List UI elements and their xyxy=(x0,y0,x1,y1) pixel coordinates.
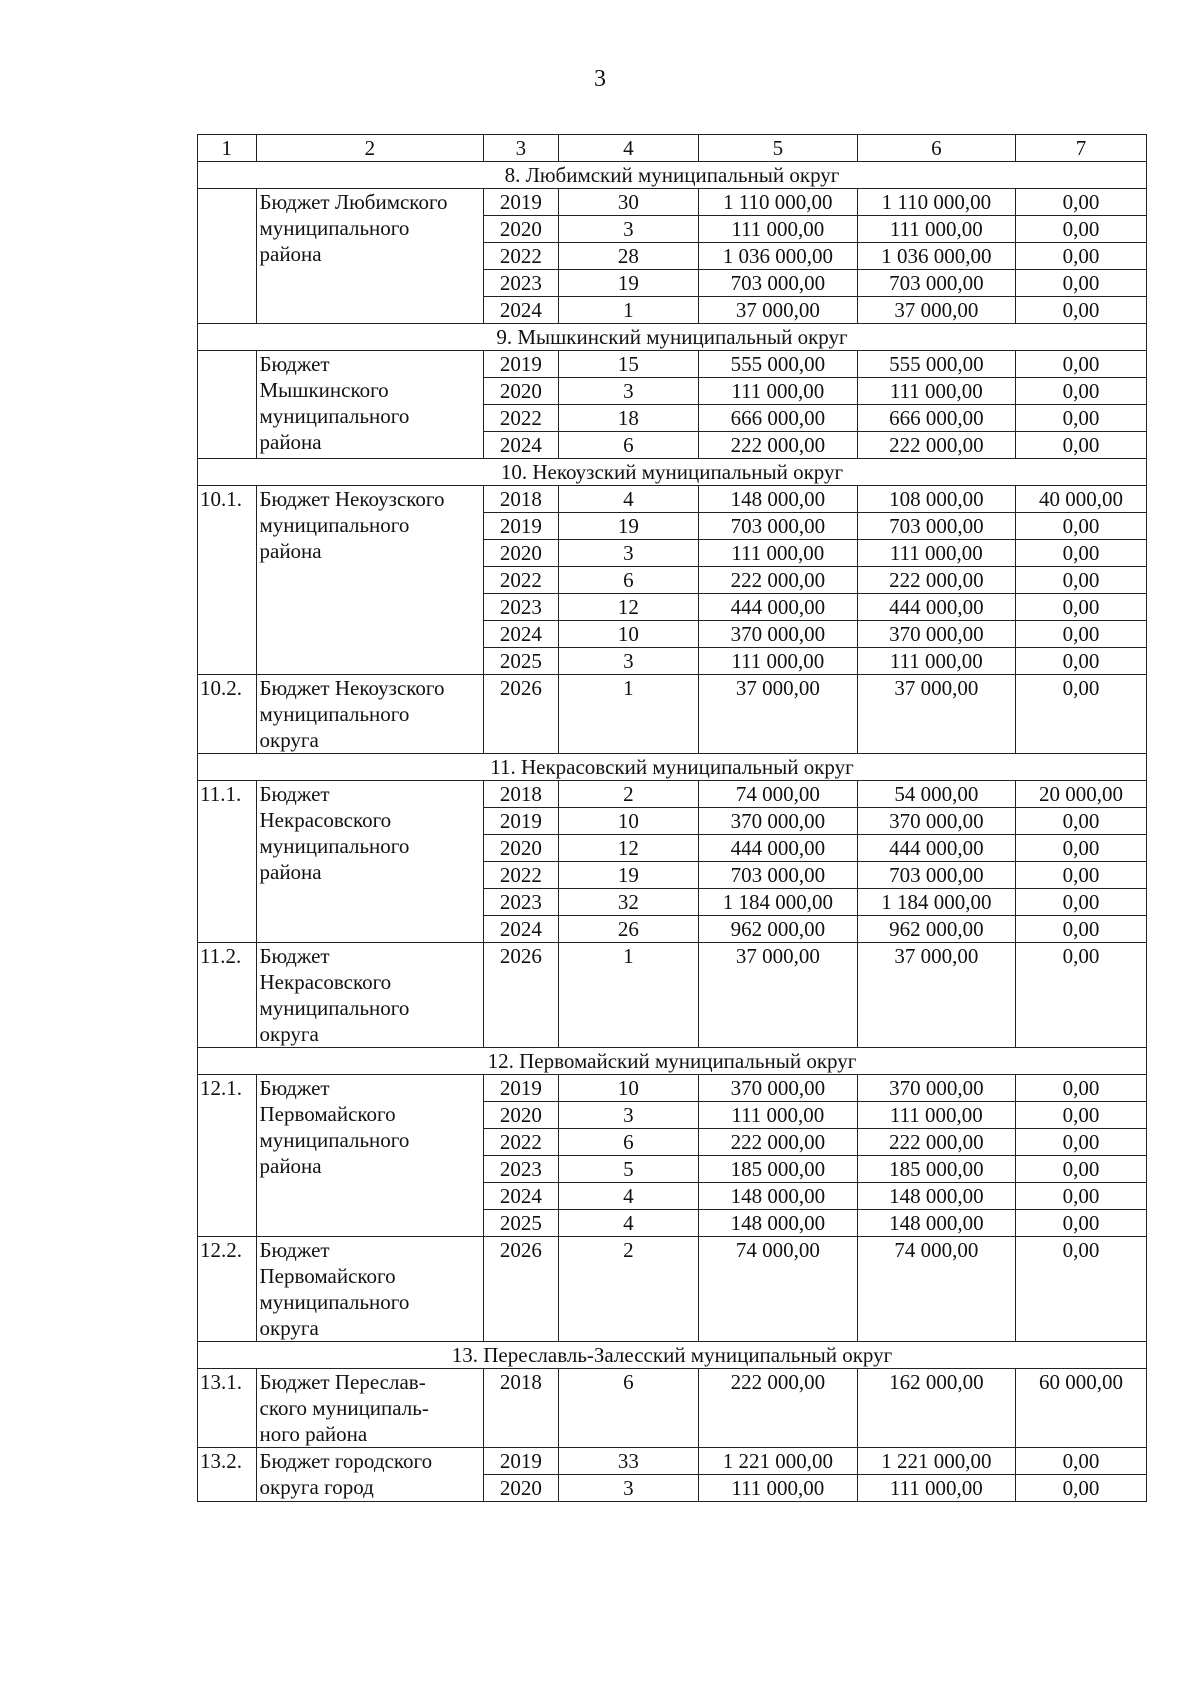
balance-cell: 0,00 xyxy=(1016,943,1147,1048)
budget-name xyxy=(256,1369,484,1448)
budget-name-line: муниципального xyxy=(259,834,410,858)
budget-name-line: района xyxy=(259,430,322,454)
budget-name xyxy=(256,486,484,675)
amount-cell: 222 000,00 xyxy=(699,1129,858,1156)
budget-name-line: Бюджет xyxy=(259,782,330,806)
item-index xyxy=(198,351,257,459)
amount-cell: 370 000,00 xyxy=(699,621,858,648)
balance-cell: 0,00 xyxy=(1016,675,1147,754)
section-title: 11. Некрасовский муниципальный округ xyxy=(198,754,1147,781)
paid-cell: 37 000,00 xyxy=(857,675,1016,754)
budget-name-line: округа xyxy=(259,1022,319,1046)
paid-cell: 222 000,00 xyxy=(857,1129,1016,1156)
year-cell: 2019 xyxy=(484,189,558,216)
amount-cell: 111 000,00 xyxy=(699,216,858,243)
balance-cell: 0,00 xyxy=(1016,1237,1147,1342)
budget-name-line: Бюджет городского xyxy=(259,1449,433,1473)
amount-cell: 703 000,00 xyxy=(699,270,858,297)
paid-cell: 185 000,00 xyxy=(857,1156,1016,1183)
year-cell: 2023 xyxy=(484,1156,558,1183)
balance-cell: 0,00 xyxy=(1016,621,1147,648)
paid-cell: 111 000,00 xyxy=(857,1102,1016,1129)
section-heading-row xyxy=(198,754,1147,781)
amount-cell: 74 000,00 xyxy=(699,781,858,808)
year-cell: 2018 xyxy=(484,1369,558,1448)
year-cell: 2020 xyxy=(484,540,558,567)
amount-cell: 222 000,00 xyxy=(699,1369,858,1448)
item-index: 12.1. xyxy=(198,1075,257,1237)
count-cell: 2 xyxy=(558,781,698,808)
year-cell: 2019 xyxy=(484,1448,558,1475)
count-cell: 4 xyxy=(558,1183,698,1210)
count-cell: 18 xyxy=(558,405,698,432)
amount-cell: 74 000,00 xyxy=(699,1237,858,1342)
budget-name-line: муниципального xyxy=(259,1290,410,1314)
balance-cell: 0,00 xyxy=(1016,648,1147,675)
table-row xyxy=(198,1448,1147,1475)
paid-cell: 111 000,00 xyxy=(857,378,1016,405)
year-cell: 2020 xyxy=(484,1475,558,1502)
year-cell: 2022 xyxy=(484,405,558,432)
column-number-row xyxy=(198,135,1147,162)
paid-cell: 370 000,00 xyxy=(857,808,1016,835)
paid-cell: 666 000,00 xyxy=(857,405,1016,432)
paid-cell: 703 000,00 xyxy=(857,270,1016,297)
budget-name xyxy=(256,1448,484,1502)
page-number: 3 xyxy=(594,66,606,92)
year-cell: 2019 xyxy=(484,351,558,378)
count-cell: 1 xyxy=(558,297,698,324)
budget-name-line: Бюджет xyxy=(259,944,330,968)
year-cell: 2019 xyxy=(484,513,558,540)
year-cell: 2026 xyxy=(484,675,558,754)
paid-cell: 555 000,00 xyxy=(857,351,1016,378)
paid-cell: 1 221 000,00 xyxy=(857,1448,1016,1475)
year-cell: 2024 xyxy=(484,432,558,459)
section-title: 13. Переславль-Залесский муниципальный округ xyxy=(198,1342,1147,1369)
section-title: 10. Некоузский муниципальный округ xyxy=(198,459,1147,486)
amount-cell: 222 000,00 xyxy=(699,567,858,594)
amount-cell: 444 000,00 xyxy=(699,835,858,862)
year-cell: 2023 xyxy=(484,889,558,916)
section-heading-row xyxy=(198,1048,1147,1075)
paid-cell: 37 000,00 xyxy=(857,297,1016,324)
budget-name xyxy=(256,675,484,754)
paid-cell: 444 000,00 xyxy=(857,835,1016,862)
budget-name-line: Бюджет Некоузского xyxy=(259,487,445,511)
budget-name-line: муниципального xyxy=(259,216,410,240)
count-cell: 3 xyxy=(558,648,698,675)
paid-cell: 370 000,00 xyxy=(857,1075,1016,1102)
year-cell: 2025 xyxy=(484,1210,558,1237)
balance-cell: 60 000,00 xyxy=(1016,1369,1147,1448)
amount-cell: 111 000,00 xyxy=(699,1102,858,1129)
paid-cell: 108 000,00 xyxy=(857,486,1016,513)
amount-cell: 1 036 000,00 xyxy=(699,243,858,270)
paid-cell: 222 000,00 xyxy=(857,567,1016,594)
budget-name-line: района xyxy=(259,860,322,884)
item-index: 12.2. xyxy=(198,1237,257,1342)
balance-cell: 0,00 xyxy=(1016,1075,1147,1102)
balance-cell: 0,00 xyxy=(1016,808,1147,835)
budget-name-line: муниципального xyxy=(259,702,410,726)
count-cell: 19 xyxy=(558,270,698,297)
balance-cell: 0,00 xyxy=(1016,1210,1147,1237)
year-cell: 2020 xyxy=(484,1102,558,1129)
count-cell: 6 xyxy=(558,1129,698,1156)
paid-cell: 1 110 000,00 xyxy=(857,189,1016,216)
paid-cell: 370 000,00 xyxy=(857,621,1016,648)
amount-cell: 370 000,00 xyxy=(699,1075,858,1102)
count-cell: 3 xyxy=(558,540,698,567)
column-number: 5 xyxy=(699,135,858,162)
paid-cell: 111 000,00 xyxy=(857,1475,1016,1502)
budget-name-line: муниципального xyxy=(259,404,410,428)
column-number: 7 xyxy=(1016,135,1147,162)
count-cell: 1 xyxy=(558,943,698,1048)
balance-cell: 0,00 xyxy=(1016,405,1147,432)
budget-name-line: Бюджет Некоузского xyxy=(259,676,445,700)
budget-name xyxy=(256,351,484,459)
count-cell: 4 xyxy=(558,1210,698,1237)
table-row xyxy=(198,781,1147,808)
budget-name-line: Бюджет xyxy=(259,1076,330,1100)
year-cell: 2022 xyxy=(484,567,558,594)
section-title: 12. Первомайский муниципальный округ xyxy=(198,1048,1147,1075)
budget-name-line: муниципального xyxy=(259,513,410,537)
balance-cell: 20 000,00 xyxy=(1016,781,1147,808)
count-cell: 10 xyxy=(558,621,698,648)
count-cell: 3 xyxy=(558,1475,698,1502)
table-row xyxy=(198,486,1147,513)
count-cell: 4 xyxy=(558,486,698,513)
amount-cell: 37 000,00 xyxy=(699,675,858,754)
year-cell: 2024 xyxy=(484,297,558,324)
section-heading-row xyxy=(198,459,1147,486)
balance-cell: 0,00 xyxy=(1016,432,1147,459)
balance-cell: 0,00 xyxy=(1016,270,1147,297)
balance-cell: 0,00 xyxy=(1016,567,1147,594)
paid-cell: 148 000,00 xyxy=(857,1210,1016,1237)
count-cell: 19 xyxy=(558,862,698,889)
balance-cell: 0,00 xyxy=(1016,351,1147,378)
column-number: 1 xyxy=(198,135,257,162)
count-cell: 26 xyxy=(558,916,698,943)
budget-name-line: Первомайского xyxy=(259,1102,396,1126)
year-cell: 2022 xyxy=(484,862,558,889)
year-cell: 2022 xyxy=(484,1129,558,1156)
amount-cell: 666 000,00 xyxy=(699,405,858,432)
amount-cell: 37 000,00 xyxy=(699,943,858,1048)
amount-cell: 111 000,00 xyxy=(699,1475,858,1502)
item-index xyxy=(198,189,257,324)
column-number: 4 xyxy=(558,135,698,162)
count-cell: 6 xyxy=(558,432,698,459)
item-index: 13.2. xyxy=(198,1448,257,1502)
count-cell: 12 xyxy=(558,594,698,621)
column-number: 2 xyxy=(256,135,484,162)
paid-cell: 1 184 000,00 xyxy=(857,889,1016,916)
section-title: 8. Любимский муниципальный округ xyxy=(198,162,1147,189)
paid-cell: 222 000,00 xyxy=(857,432,1016,459)
paid-cell: 962 000,00 xyxy=(857,916,1016,943)
count-cell: 10 xyxy=(558,808,698,835)
count-cell: 15 xyxy=(558,351,698,378)
amount-cell: 148 000,00 xyxy=(699,1183,858,1210)
count-cell: 6 xyxy=(558,1369,698,1448)
paid-cell: 162 000,00 xyxy=(857,1369,1016,1448)
budget-name-line: Бюджет xyxy=(259,1238,330,1262)
count-cell: 1 xyxy=(558,675,698,754)
year-cell: 2020 xyxy=(484,835,558,862)
year-cell: 2026 xyxy=(484,1237,558,1342)
budget-name-line: округа город xyxy=(259,1475,374,1499)
year-cell: 2020 xyxy=(484,378,558,405)
budget-name xyxy=(256,1075,484,1237)
budget-name-line: Некрасовского xyxy=(259,970,392,994)
paid-cell: 111 000,00 xyxy=(857,216,1016,243)
balance-cell: 0,00 xyxy=(1016,1156,1147,1183)
budget-name-line: района xyxy=(259,242,322,266)
budget-name-line: округа xyxy=(259,728,319,752)
paid-cell: 111 000,00 xyxy=(857,540,1016,567)
year-cell: 2023 xyxy=(484,594,558,621)
paid-cell: 37 000,00 xyxy=(857,943,1016,1048)
budget-name-line: района xyxy=(259,539,322,563)
budget-name-line: Бюджет Любимского xyxy=(259,190,448,214)
budget-name xyxy=(256,943,484,1048)
count-cell: 2 xyxy=(558,1237,698,1342)
year-cell: 2024 xyxy=(484,916,558,943)
count-cell: 30 xyxy=(558,189,698,216)
amount-cell: 1 221 000,00 xyxy=(699,1448,858,1475)
section-heading-row xyxy=(198,324,1147,351)
budget-name-line: Некрасовского xyxy=(259,808,392,832)
amount-cell: 370 000,00 xyxy=(699,808,858,835)
count-cell: 3 xyxy=(558,1102,698,1129)
year-cell: 2018 xyxy=(484,486,558,513)
paid-cell: 148 000,00 xyxy=(857,1183,1016,1210)
budget-name-line: района xyxy=(259,1154,322,1178)
balance-cell: 0,00 xyxy=(1016,216,1147,243)
amount-cell: 111 000,00 xyxy=(699,378,858,405)
amount-cell: 185 000,00 xyxy=(699,1156,858,1183)
budget-table xyxy=(197,134,1147,1502)
paid-cell: 444 000,00 xyxy=(857,594,1016,621)
paid-cell: 1 036 000,00 xyxy=(857,243,1016,270)
budget-name-line: Мышкинского xyxy=(259,378,389,402)
count-cell: 12 xyxy=(558,835,698,862)
budget-name xyxy=(256,781,484,943)
count-cell: 6 xyxy=(558,567,698,594)
item-index: 13.1. xyxy=(198,1369,257,1448)
year-cell: 2024 xyxy=(484,1183,558,1210)
amount-cell: 37 000,00 xyxy=(699,297,858,324)
table-row xyxy=(198,189,1147,216)
budget-name-line: Первомайского xyxy=(259,1264,396,1288)
budget-name xyxy=(256,189,484,324)
budget-name-line: округа xyxy=(259,1316,319,1340)
year-cell: 2025 xyxy=(484,648,558,675)
balance-cell: 0,00 xyxy=(1016,594,1147,621)
year-cell: 2019 xyxy=(484,808,558,835)
budget-name-line: муниципального xyxy=(259,1128,410,1152)
balance-cell: 0,00 xyxy=(1016,1183,1147,1210)
balance-cell: 0,00 xyxy=(1016,1448,1147,1475)
balance-cell: 0,00 xyxy=(1016,835,1147,862)
section-heading-row xyxy=(198,162,1147,189)
year-cell: 2023 xyxy=(484,270,558,297)
paid-cell: 703 000,00 xyxy=(857,862,1016,889)
amount-cell: 148 000,00 xyxy=(699,486,858,513)
column-number: 6 xyxy=(857,135,1016,162)
item-index: 10.1. xyxy=(198,486,257,675)
balance-cell: 0,00 xyxy=(1016,1129,1147,1156)
section-heading-row xyxy=(198,1342,1147,1369)
table-row xyxy=(198,351,1147,378)
count-cell: 33 xyxy=(558,1448,698,1475)
item-index: 11.1. xyxy=(198,781,257,943)
item-index: 11.2. xyxy=(198,943,257,1048)
amount-cell: 962 000,00 xyxy=(699,916,858,943)
balance-cell: 40 000,00 xyxy=(1016,486,1147,513)
year-cell: 2020 xyxy=(484,216,558,243)
balance-cell: 0,00 xyxy=(1016,916,1147,943)
count-cell: 32 xyxy=(558,889,698,916)
section-title: 9. Мышкинский муниципальный округ xyxy=(198,324,1147,351)
balance-cell: 0,00 xyxy=(1016,862,1147,889)
budget-name-line: Бюджет Переслав- xyxy=(259,1370,426,1394)
paid-cell: 703 000,00 xyxy=(857,513,1016,540)
amount-cell: 222 000,00 xyxy=(699,432,858,459)
count-cell: 3 xyxy=(558,378,698,405)
balance-cell: 0,00 xyxy=(1016,1475,1147,1502)
column-number: 3 xyxy=(484,135,558,162)
amount-cell: 111 000,00 xyxy=(699,648,858,675)
budget-name-line: муниципального xyxy=(259,996,410,1020)
paid-cell: 74 000,00 xyxy=(857,1237,1016,1342)
budget-name xyxy=(256,1237,484,1342)
amount-cell: 703 000,00 xyxy=(699,513,858,540)
balance-cell: 0,00 xyxy=(1016,243,1147,270)
year-cell: 2018 xyxy=(484,781,558,808)
count-cell: 3 xyxy=(558,216,698,243)
budget-name-line: Бюджет xyxy=(259,352,330,376)
amount-cell: 444 000,00 xyxy=(699,594,858,621)
budget-name-line: ского муниципаль- xyxy=(259,1396,429,1420)
amount-cell: 111 000,00 xyxy=(699,540,858,567)
paid-cell: 111 000,00 xyxy=(857,648,1016,675)
item-index: 10.2. xyxy=(198,675,257,754)
count-cell: 28 xyxy=(558,243,698,270)
balance-cell: 0,00 xyxy=(1016,1102,1147,1129)
year-cell: 2024 xyxy=(484,621,558,648)
count-cell: 5 xyxy=(558,1156,698,1183)
table-row xyxy=(198,1075,1147,1102)
balance-cell: 0,00 xyxy=(1016,189,1147,216)
balance-cell: 0,00 xyxy=(1016,297,1147,324)
count-cell: 19 xyxy=(558,513,698,540)
balance-cell: 0,00 xyxy=(1016,378,1147,405)
paid-cell: 54 000,00 xyxy=(857,781,1016,808)
amount-cell: 148 000,00 xyxy=(699,1210,858,1237)
year-cell: 2019 xyxy=(484,1075,558,1102)
amount-cell: 555 000,00 xyxy=(699,351,858,378)
balance-cell: 0,00 xyxy=(1016,513,1147,540)
amount-cell: 1 110 000,00 xyxy=(699,189,858,216)
budget-name-line: ного района xyxy=(259,1422,368,1446)
amount-cell: 703 000,00 xyxy=(699,862,858,889)
balance-cell: 0,00 xyxy=(1016,889,1147,916)
balance-cell: 0,00 xyxy=(1016,540,1147,567)
year-cell: 2022 xyxy=(484,243,558,270)
year-cell: 2026 xyxy=(484,943,558,1048)
amount-cell: 1 184 000,00 xyxy=(699,889,858,916)
count-cell: 10 xyxy=(558,1075,698,1102)
